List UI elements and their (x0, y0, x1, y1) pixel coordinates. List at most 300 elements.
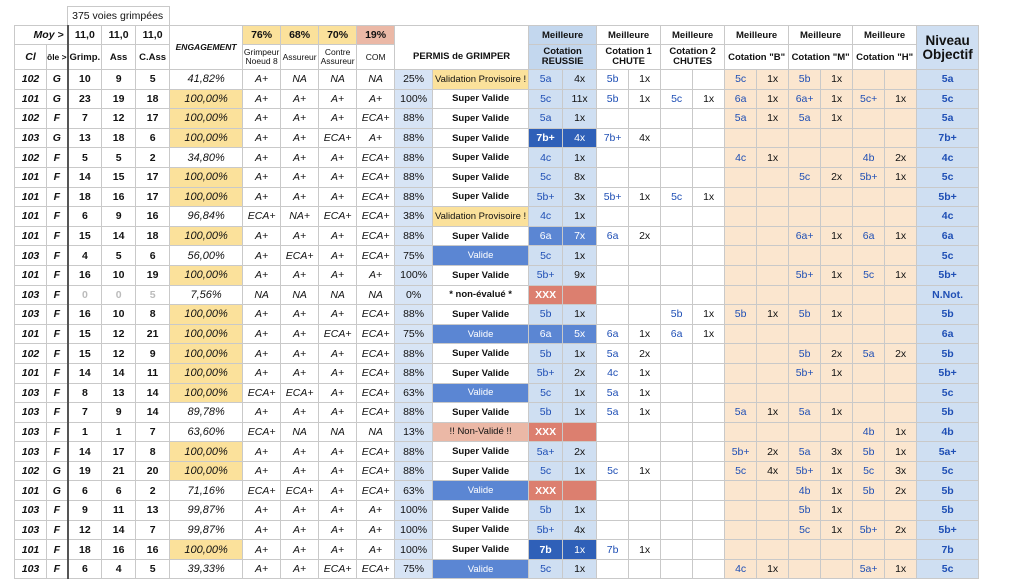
engagement-cell: 99,87% (170, 520, 243, 540)
ass-count-cell: 16 (102, 540, 136, 560)
2chutes-grade-cell (661, 383, 693, 403)
table-row (15, 324, 979, 344)
objective-cell: 5b+ (917, 520, 979, 540)
ass-header: Ass (102, 45, 136, 70)
permis-percent-cell: 13% (395, 422, 433, 442)
reussie-grade-cell: 5a+ (529, 442, 563, 462)
1chute-grade-cell (597, 442, 629, 462)
2chutes-count-cell: 1x (693, 324, 725, 344)
gender-cell: F (47, 403, 68, 423)
table-row (15, 187, 979, 207)
h-grade-cell (853, 383, 885, 403)
ass-count-cell: 12 (102, 324, 136, 344)
ass-count-cell: 21 (102, 461, 136, 481)
reussie-grade-cell: 7b (529, 540, 563, 560)
h-count-cell: 2x (885, 344, 917, 364)
2chutes-grade-cell (661, 403, 693, 423)
m-grade-cell (789, 207, 821, 227)
permis-status-cell: Super Valide (433, 461, 529, 481)
table-row (15, 422, 979, 442)
1chute-grade-cell (597, 285, 629, 305)
m-count-cell (821, 187, 853, 207)
reussie-grade-cell: 5c (529, 246, 563, 266)
grimpeur-grade-cell: A+ (243, 501, 281, 521)
h-count-cell: 1x (885, 422, 917, 442)
permis-percent-cell: 100% (395, 540, 433, 560)
h-count-cell (885, 187, 917, 207)
cot-m-header: Cotation "M" (789, 45, 853, 70)
2chutes-count-cell (693, 167, 725, 187)
reussie-count-cell: 1x (563, 109, 597, 129)
permis-percent-cell: 88% (395, 363, 433, 383)
class-cell: 101 (15, 187, 47, 207)
2chutes-grade-cell (661, 501, 693, 521)
com-grade-cell: ECA+ (357, 207, 395, 227)
cass-count-cell: 14 (136, 383, 170, 403)
m-grade-cell: 6a+ (789, 226, 821, 246)
permis-status-cell: Super Valide (433, 226, 529, 246)
b-count-cell (757, 265, 789, 285)
m-grade-cell: 4b (789, 481, 821, 501)
h-grade-cell (853, 70, 885, 90)
grimpeur-grade-cell: A+ (243, 344, 281, 364)
2chutes-grade-cell: 5b (661, 305, 693, 325)
contre-assureur-grade-cell: A+ (319, 383, 357, 403)
h-count-cell: 1x (885, 559, 917, 579)
m-grade-cell: 5a (789, 442, 821, 462)
2chutes-count-cell (693, 422, 725, 442)
m-grade-cell: 5b (789, 305, 821, 325)
contre-assureur-grade-cell: A+ (319, 501, 357, 521)
reussie-count-cell: 1x (563, 383, 597, 403)
1chute-grade-cell: 7b+ (597, 128, 629, 148)
grimp-count-cell: 7 (68, 403, 102, 423)
class-cell: 102 (15, 461, 47, 481)
grimp-count-cell: 9 (68, 501, 102, 521)
m-grade-cell (789, 285, 821, 305)
gender-cell: G (47, 461, 68, 481)
ass-count-cell: 12 (102, 109, 136, 129)
com-grade-cell: ECA+ (357, 481, 395, 501)
ass-count-cell: 10 (102, 305, 136, 325)
1chute-count-cell (629, 207, 661, 227)
1chute-grade-cell (597, 167, 629, 187)
gender-cell: F (47, 383, 68, 403)
contre-assureur-grade-cell: A+ (319, 305, 357, 325)
com-grade-cell: NA (357, 285, 395, 305)
grimp-count-cell: 23 (68, 89, 102, 109)
reussie-grade-cell: 5a (529, 70, 563, 90)
contre-assureur-header: Contre Assureur (319, 45, 357, 70)
grimpeur-grade-cell: ECA+ (243, 383, 281, 403)
2chutes-grade-cell: 5c (661, 89, 693, 109)
m-count-cell (821, 128, 853, 148)
2chutes-count-cell (693, 442, 725, 462)
permis-status-cell: Super Valide (433, 363, 529, 383)
h-grade-cell (853, 207, 885, 227)
m-count-cell (821, 559, 853, 579)
objective-cell: 5c (917, 383, 979, 403)
reussie-grade-cell: 5b (529, 403, 563, 423)
grimpeur-grade-cell: NA (243, 285, 281, 305)
table-row (15, 383, 979, 403)
engagement-cell: 100,00% (170, 324, 243, 344)
com-grade-cell: ECA+ (357, 461, 395, 481)
cot-2chutes-header: Cotation 2 CHUTES (661, 45, 725, 70)
b-count-cell: 1x (757, 109, 789, 129)
engagement-cell: 100,00% (170, 540, 243, 560)
h-count-cell (885, 540, 917, 560)
moy-grimp: 11,0 (68, 26, 102, 45)
reussie-count-cell: 2x (563, 363, 597, 383)
h-grade-cell: 5c (853, 265, 885, 285)
com-grade-cell: ECA+ (357, 305, 395, 325)
class-cell: 103 (15, 559, 47, 579)
b-count-cell (757, 422, 789, 442)
permis-percent-cell: 88% (395, 442, 433, 462)
permis-percent-cell: 88% (395, 305, 433, 325)
cass-count-cell: 16 (136, 207, 170, 227)
m-grade-cell (789, 187, 821, 207)
cass-count-cell: 5 (136, 70, 170, 90)
b-grade-cell (725, 344, 757, 364)
assureur-header: Assureur (281, 45, 319, 70)
2chutes-count-cell (693, 207, 725, 227)
h-count-cell: 1x (885, 167, 917, 187)
h-grade-cell: 5b+ (853, 520, 885, 540)
engagement-cell: 100,00% (170, 226, 243, 246)
grimpeur-grade-cell: ECA+ (243, 207, 281, 227)
permis-percent-cell: 63% (395, 383, 433, 403)
permis-percent-cell: 75% (395, 559, 433, 579)
gender-cell: F (47, 363, 68, 383)
1chute-grade-cell: 7b (597, 540, 629, 560)
2chutes-count-cell (693, 520, 725, 540)
h-grade-cell (853, 501, 885, 521)
reussie-grade-cell: 4c (529, 148, 563, 168)
h-grade-cell: 4b (853, 422, 885, 442)
objective-cell: 5c (917, 167, 979, 187)
h-grade-cell (853, 403, 885, 423)
permis-status-cell: Super Valide (433, 344, 529, 364)
reussie-grade-cell: 5b (529, 344, 563, 364)
assureur-grade-cell: A+ (281, 226, 319, 246)
assureur-grade-cell: A+ (281, 363, 319, 383)
m-grade-cell: 5b (789, 70, 821, 90)
m-grade-cell (789, 128, 821, 148)
grimpeur-grade-cell: A+ (243, 167, 281, 187)
role-header: ôle > (47, 45, 68, 70)
1chute-count-cell (629, 109, 661, 129)
m-grade-cell: 5a (789, 109, 821, 129)
1chute-grade-cell: 6a (597, 226, 629, 246)
permis-status-cell: Super Valide (433, 128, 529, 148)
gender-cell: F (47, 422, 68, 442)
engagement-cell: 100,00% (170, 128, 243, 148)
grimp-count-cell: 14 (68, 363, 102, 383)
ass-count-cell: 19 (102, 89, 136, 109)
niveau-objectif-header: Niveau Objectif (917, 26, 979, 70)
m-count-cell: 1x (821, 461, 853, 481)
com-grade-cell: A+ (357, 89, 395, 109)
objective-cell: 4b (917, 422, 979, 442)
h-grade-cell (853, 109, 885, 129)
1chute-count-cell: 1x (629, 403, 661, 423)
assureur-grade-cell: ECA+ (281, 481, 319, 501)
engagement-cell: 96,84% (170, 207, 243, 227)
b-grade-cell (725, 246, 757, 266)
com-grade-cell: ECA+ (357, 344, 395, 364)
gender-cell: F (47, 520, 68, 540)
objective-cell: 5c (917, 89, 979, 109)
h-grade-cell: 6a (853, 226, 885, 246)
b-count-cell (757, 520, 789, 540)
reussie-grade-cell: 5b+ (529, 187, 563, 207)
objective-cell: 7b (917, 540, 979, 560)
engagement-cell: 39,33% (170, 559, 243, 579)
cass-count-cell: 7 (136, 422, 170, 442)
class-cell: 101 (15, 265, 47, 285)
h-grade-cell (853, 363, 885, 383)
permis-percent-cell: 88% (395, 148, 433, 168)
gender-cell: G (47, 128, 68, 148)
assureur-grade-cell: ECA+ (281, 246, 319, 266)
m-count-cell (821, 285, 853, 305)
grimpeur-grade-cell: ECA+ (243, 481, 281, 501)
pct-grimpeur: 76% (243, 26, 281, 45)
2chutes-count-cell (693, 148, 725, 168)
reussie-count-cell: 11x (563, 89, 597, 109)
b-grade-cell (725, 501, 757, 521)
m-grade-cell: 5b (789, 501, 821, 521)
contre-assureur-grade-cell: ECA+ (319, 324, 357, 344)
1chute-count-cell (629, 559, 661, 579)
engagement-cell: 100,00% (170, 442, 243, 462)
2chutes-count-cell (693, 403, 725, 423)
2chutes-count-cell: 1x (693, 89, 725, 109)
h-count-cell (885, 363, 917, 383)
permis-percent-cell: 88% (395, 167, 433, 187)
b-grade-cell (725, 187, 757, 207)
objective-cell: 6a (917, 226, 979, 246)
class-cell: 103 (15, 305, 47, 325)
reussie-grade-cell: 7b+ (529, 128, 563, 148)
gender-cell: G (47, 481, 68, 501)
contre-assureur-grade-cell: NA (319, 70, 357, 90)
table-row (15, 226, 979, 246)
ass-count-cell: 17 (102, 442, 136, 462)
permis-percent-cell: 100% (395, 265, 433, 285)
permis-percent-cell: 88% (395, 128, 433, 148)
table-row (15, 89, 979, 109)
b-count-cell: 2x (757, 442, 789, 462)
assureur-grade-cell: NA (281, 285, 319, 305)
cass-count-cell: 8 (136, 305, 170, 325)
engagement-cell: 100,00% (170, 265, 243, 285)
1chute-grade-cell: 5a (597, 344, 629, 364)
grimp-count-cell: 6 (68, 207, 102, 227)
grimp-count-cell: 1 (68, 422, 102, 442)
class-cell: 102 (15, 148, 47, 168)
objective-cell: 5a+ (917, 442, 979, 462)
b-grade-cell (725, 265, 757, 285)
b-grade-cell (725, 481, 757, 501)
m-count-cell (821, 207, 853, 227)
cass-count-cell: 2 (136, 481, 170, 501)
gender-cell: F (47, 226, 68, 246)
2chutes-count-cell (693, 461, 725, 481)
contre-assureur-grade-cell: A+ (319, 148, 357, 168)
h-count-cell (885, 285, 917, 305)
assureur-grade-cell: A+ (281, 109, 319, 129)
2chutes-count-cell (693, 70, 725, 90)
2chutes-count-cell (693, 226, 725, 246)
1chute-count-cell: 2x (629, 226, 661, 246)
table-row (15, 540, 979, 560)
cass-count-cell: 17 (136, 167, 170, 187)
class-cell: 101 (15, 481, 47, 501)
grimpeur-grade-cell: A+ (243, 363, 281, 383)
h-grade-cell (853, 246, 885, 266)
grimpeur-grade-cell: A+ (243, 461, 281, 481)
2chutes-grade-cell (661, 226, 693, 246)
com-grade-cell: NA (357, 422, 395, 442)
1chute-count-cell (629, 265, 661, 285)
2chutes-count-cell (693, 344, 725, 364)
h-grade-cell: 5b (853, 481, 885, 501)
ass-count-cell: 6 (102, 481, 136, 501)
grimpeur-grade-cell: A+ (243, 128, 281, 148)
cot-reussie-header: Cotation REUSSIE (529, 45, 597, 70)
b-count-cell (757, 167, 789, 187)
permis-status-cell: Super Valide (433, 89, 529, 109)
grimp-count-cell: 8 (68, 383, 102, 403)
m-count-cell: 1x (821, 363, 853, 383)
engagement-cell: 100,00% (170, 109, 243, 129)
1chute-grade-cell (597, 501, 629, 521)
cl-header: Cl (15, 45, 47, 70)
engagement-header: ENGAGEMENT (170, 26, 243, 70)
reussie-count-cell (563, 285, 597, 305)
contre-assureur-grade-cell: A+ (319, 461, 357, 481)
contre-assureur-grade-cell: A+ (319, 403, 357, 423)
2chutes-grade-cell (661, 246, 693, 266)
table-row (15, 207, 979, 227)
1chute-grade-cell: 6a (597, 324, 629, 344)
grimp-count-cell: 6 (68, 559, 102, 579)
ass-count-cell: 9 (102, 70, 136, 90)
permis-status-cell: Valide (433, 383, 529, 403)
objective-cell: 7b+ (917, 128, 979, 148)
1chute-count-cell (629, 148, 661, 168)
b-count-cell (757, 501, 789, 521)
m-count-cell: 1x (821, 226, 853, 246)
reussie-grade-cell: 5b (529, 305, 563, 325)
grimpeur-header: Grimpeur Noeud 8 (243, 45, 281, 70)
assureur-grade-cell: A+ (281, 520, 319, 540)
com-grade-cell: ECA+ (357, 167, 395, 187)
contre-assureur-grade-cell: A+ (319, 89, 357, 109)
grimpeur-grade-cell: A+ (243, 324, 281, 344)
reussie-grade-cell: 5b+ (529, 265, 563, 285)
assureur-grade-cell: A+ (281, 167, 319, 187)
gender-cell: F (47, 246, 68, 266)
m-count-cell (821, 148, 853, 168)
engagement-cell: 100,00% (170, 305, 243, 325)
m-count-cell: 1x (821, 520, 853, 540)
b-grade-cell (725, 520, 757, 540)
objective-cell: 5b+ (917, 265, 979, 285)
cass-count-cell: 17 (136, 109, 170, 129)
reussie-grade-cell: 5b+ (529, 520, 563, 540)
permis-status-cell: Super Valide (433, 540, 529, 560)
1chute-count-cell (629, 481, 661, 501)
permis-status-cell: !! Non-Validé !! (433, 422, 529, 442)
1chute-count-cell: 1x (629, 363, 661, 383)
cot-b-header: Cotation "B" (725, 45, 789, 70)
2chutes-grade-cell (661, 540, 693, 560)
permis-status-cell: Valide (433, 481, 529, 501)
b-count-cell: 1x (757, 559, 789, 579)
h-count-cell (885, 246, 917, 266)
class-cell: 101 (15, 167, 47, 187)
grimp-count-cell: 16 (68, 265, 102, 285)
grimp-header: Grimp. (68, 45, 102, 70)
m-grade-cell: 5a (789, 403, 821, 423)
permis-percent-cell: 38% (395, 207, 433, 227)
h-count-cell: 1x (885, 89, 917, 109)
permis-status-cell: * non-évalué * (433, 285, 529, 305)
1chute-grade-cell (597, 207, 629, 227)
2chutes-grade-cell: 5c (661, 187, 693, 207)
1chute-count-cell: 1x (629, 187, 661, 207)
contre-assureur-grade-cell: A+ (319, 265, 357, 285)
grimp-count-cell: 15 (68, 226, 102, 246)
gender-cell: F (47, 442, 68, 462)
reussie-count-cell: 1x (563, 540, 597, 560)
reussie-count-cell: 1x (563, 305, 597, 325)
reussie-grade-cell: XXX (529, 285, 563, 305)
1chute-count-cell (629, 305, 661, 325)
b-count-cell (757, 324, 789, 344)
h-grade-cell (853, 324, 885, 344)
b-grade-cell: 5c (725, 70, 757, 90)
m-grade-cell: 5b (789, 344, 821, 364)
m-grade-cell (789, 540, 821, 560)
com-grade-cell: ECA+ (357, 226, 395, 246)
m-count-cell: 1x (821, 70, 853, 90)
permis-status-cell: Super Valide (433, 187, 529, 207)
reussie-count-cell: 7x (563, 226, 597, 246)
h-grade-cell: 5c (853, 461, 885, 481)
class-cell: 102 (15, 344, 47, 364)
cass-count-cell: 18 (136, 89, 170, 109)
contre-assureur-grade-cell: ECA+ (319, 559, 357, 579)
m-count-cell: 1x (821, 265, 853, 285)
1chute-count-cell (629, 285, 661, 305)
2chutes-count-cell: 1x (693, 187, 725, 207)
com-grade-cell: ECA+ (357, 442, 395, 462)
1chute-grade-cell: 5a (597, 383, 629, 403)
contre-assureur-grade-cell: NA (319, 285, 357, 305)
b-grade-cell (725, 167, 757, 187)
reussie-count-cell: 1x (563, 559, 597, 579)
m-grade-cell: 5b+ (789, 461, 821, 481)
class-cell: 101 (15, 363, 47, 383)
com-grade-cell: ECA+ (357, 363, 395, 383)
b-count-cell (757, 207, 789, 227)
engagement-cell: 41,82% (170, 70, 243, 90)
